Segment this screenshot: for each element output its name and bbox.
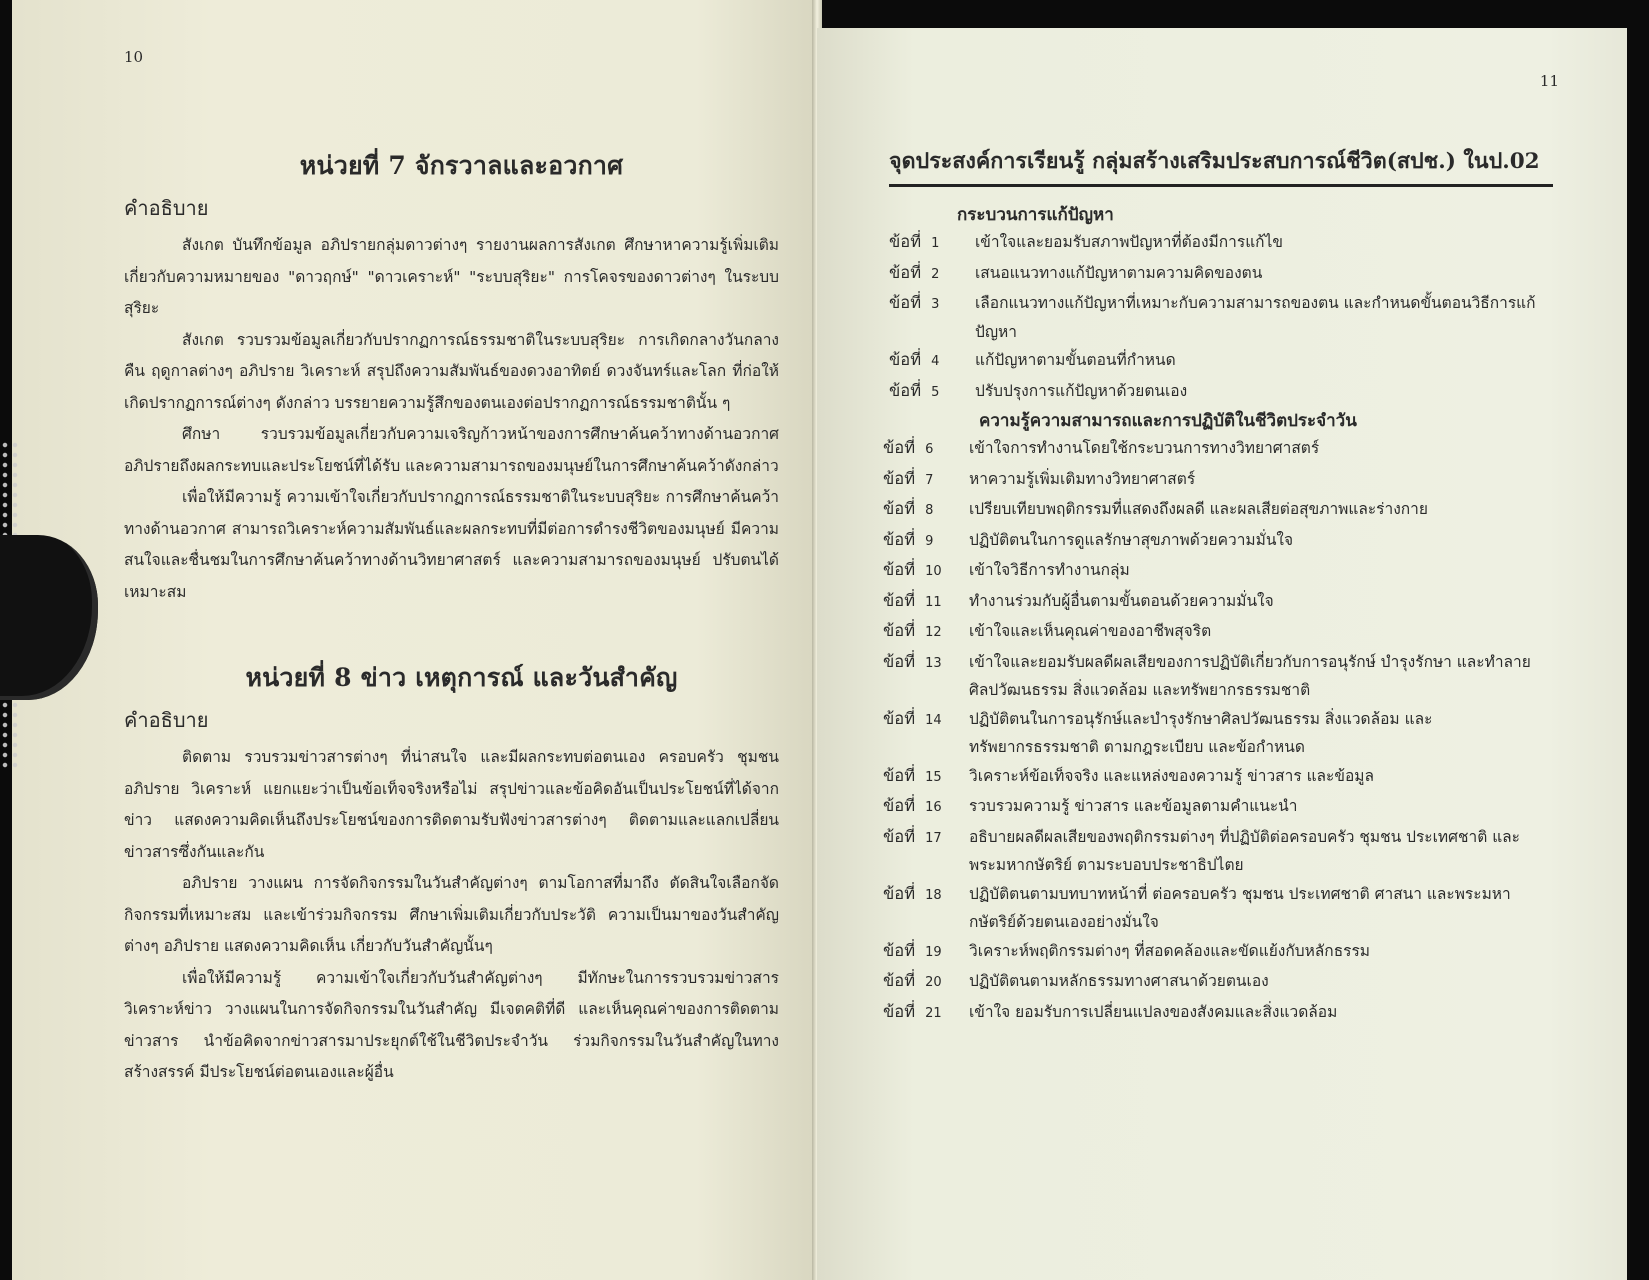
- objective-item: [883, 556, 1627, 587]
- objective-text: วิเคราะห์พฤติกรรมต่างๆ ที่สอดคล้องและขัดแย้งกับหลักธรรม: [969, 941, 1371, 960]
- group-heading-daily-life: ความรู้ความสามารถและการปฏิบัติในชีวิตประจำวัน: [979, 411, 1357, 431]
- objective-text: ปฏิบัติตนตามบทบาทหน้าที่ ต่อครอบครัว ชุมชน ประเทศชาติ ศาสนา และพระมหากษัตริย์ด้วยตนเองอย่างมั่นใจ: [969, 884, 1511, 931]
- unit8-description-label: คำอธิบาย: [124, 708, 209, 732]
- objective-text: เข้าใจและยอมรับสภาพปัญหาที่ต้องมีการแก้ไข: [975, 233, 1283, 251]
- objective-label: ข้อที่: [883, 883, 916, 903]
- objective-item: [889, 228, 1627, 259]
- objective-number: [883, 880, 969, 937]
- objective-num: 17: [925, 830, 942, 846]
- objective-item: [883, 823, 1627, 880]
- objective-number: [889, 259, 975, 290]
- objective-text: เข้าใจและเห็นคุณค่าของอาชีพสุจริต: [969, 622, 1212, 640]
- objective-num: 16: [925, 800, 942, 815]
- objective-number: [883, 648, 969, 705]
- unit8-title: หน่วยที่ 8 ข่าว เหตุการณ์ และวันสำคัญ: [245, 663, 678, 692]
- unit7-paragraph: ศึกษา รวบรวมข้อมูลเกี่ยวกับความเจริญก้าวหน้าของการศึกษาค้นคว้าทางด้านอวกาศ อภิปรายถึงผลกระทบและประโยชน์ที่ได้รับ และความสามารถของมนุษย์ในการศึกษาค้นคว้าดังกล่าว: [124, 425, 779, 475]
- objective-num: 7: [925, 472, 934, 488]
- objectives-list: [889, 228, 1627, 407]
- objective-item: [883, 705, 1627, 762]
- objectives-title: จุดประสงค์การเรียนรู้ กลุ่มสร้างเสริมประสบการณ์ชีวิต(สปช.) ในป.02: [889, 144, 1553, 187]
- objective-label: ข้อที่: [889, 380, 922, 400]
- objective-number: [883, 823, 969, 880]
- objective-num: 4: [931, 354, 940, 369]
- objective-label: ข้อที่: [883, 560, 916, 579]
- objective-number: [889, 377, 975, 408]
- objective-text: เลือกแนวทางแก้ปัญหาที่เหมาะกับความสามารถของตน และกำหนดขั้นตอนวิธีการแก้ปัญหา: [975, 294, 1536, 341]
- objective-num: 15: [925, 769, 942, 785]
- left-page: [12, 0, 817, 1280]
- objective-item: [883, 587, 1627, 618]
- objective-number: [883, 434, 969, 465]
- objective-number: [883, 762, 969, 793]
- objective-text: ปรับปรุงการแก้ปัญหาด้วยตนเอง: [975, 381, 1188, 400]
- objective-label: ข้อที่: [883, 1001, 916, 1021]
- objective-num: 12: [925, 625, 942, 640]
- objective-text: หาความรู้เพิ่มเติมทางวิทยาศาสตร์: [969, 469, 1196, 488]
- objective-label: ข้อที่: [883, 590, 916, 610]
- objective-number: [883, 937, 969, 968]
- objective-text: แก้ปัญหาตามขั้นตอนที่กำหนด: [975, 351, 1176, 369]
- objective-label: ข้อที่: [889, 262, 922, 282]
- objective-text: ปฏิบัติตนตามหลักธรรมทางศาสนาด้วยตนเอง: [969, 972, 1269, 990]
- objective-text: เข้าใจการทำงานโดยใช้กระบวนการทางวิทยาศาสตร์: [969, 439, 1320, 457]
- objective-num: 14: [925, 712, 942, 728]
- objective-item: [883, 792, 1627, 823]
- unit7-description-label: คำอธิบาย: [124, 196, 209, 220]
- objective-item: [883, 967, 1627, 998]
- objective-label: ข้อที่: [883, 529, 916, 549]
- unit8-paragraph: เพื่อให้มีความรู้ ความเข้าใจเกี่ยวกับวันสำคัญต่างๆ มีทักษะในการรวบรวมข่าวสาร วิเคราะห์ข่าว วางแผนในการจัดกิจกรรมในวันสำคัญ มีเจตคติที่ดี และเห็นคุณค่าของการติดตาม ข่าวสาร นำข้อคิดจากข่าวสารมาประยุกต์ใช้ในชีวิตประจำวัน ร่วมกิจกรรมในวันสำคัญในทางสร้างสรรค์ มีประโยชน์ต่อตนเองและผู้อื่น: [124, 968, 779, 1081]
- objective-number: [889, 289, 975, 346]
- page-number-right: 11: [1539, 72, 1559, 90]
- objective-text: เสนอแนวทางแก้ปัญหาตามความคิดของตน: [975, 263, 1263, 282]
- objective-item: [883, 880, 1627, 937]
- unit7-paragraph: สังเกต บันทึกข้อมูล อภิปรายกลุ่มดาวต่างๆ รายงานผลการสังเกต ศึกษาหาความรู้เพิ่มเติมเกี่ยวกับความหมายของ "ดาวฤกษ์" "ดาวเคราะห์" "ระบบสุริยะ" การโคจรของดาวต่างๆ ในระบบสุริยะ: [124, 236, 779, 317]
- objective-label: ข้อที่: [883, 499, 916, 518]
- objective-item: [883, 937, 1627, 968]
- objective-num: 11: [925, 594, 942, 610]
- objective-item: [883, 648, 1627, 705]
- objective-number: [883, 705, 969, 762]
- objective-item: [883, 434, 1627, 465]
- objective-num: 21: [925, 1005, 942, 1021]
- objective-num: 18: [925, 887, 942, 903]
- objective-label: ข้อที่: [883, 826, 916, 846]
- objective-label: ข้อที่: [883, 971, 916, 990]
- objective-num: 8: [925, 503, 934, 518]
- objective-item: [889, 377, 1627, 408]
- objective-text: ปฏิบัติตนในการดูแลรักษาสุขภาพด้วยความมั่นใจ: [969, 530, 1294, 549]
- objective-label: ข้อที่: [889, 232, 922, 251]
- objective-number: [883, 495, 969, 526]
- objective-number: [883, 587, 969, 618]
- right-page: [817, 28, 1627, 1280]
- objective-number: [889, 228, 975, 259]
- objective-text: อธิบายผลดีผลเสียของพฤติกรรมต่างๆ ที่ปฏิบัติต่อครอบครัว ชุมชน ประเทศชาติ และพระมหากษัตริย์ ตามระบอบประชาธิปไตย: [969, 827, 1521, 874]
- unit7-paragraph: เพื่อให้มีความรู้ ความเข้าใจเกี่ยวกับปรากฏการณ์ธรรมชาติในระบบสุริยะ การศึกษาค้นคว้าทางด้านอวกาศ สามารถวิเคราะห์ความสัมพันธ์และผลกระทบที่มีต่อการดำรงชีวิตของมนุษย์ มีความสนใจและชื่นชมในการศึกษาค้นคว้าทางด้านวิทยาศาสตร์ และความสามารถของมนุษย์ ปรับตนได้เหมาะสม: [124, 488, 779, 601]
- unit8-paragraph: อภิปราย วางแผน การจัดกิจกรรมในวันสำคัญต่างๆ ตามโอกาสที่มาถึง ตัดสินใจเลือกจัดกิจกรรมที่เหมาะสม และเข้าร่วมกิจกรรม ศึกษาเพิ่มเติมเกี่ยวกับประวัติ ความเป็นมาของวันสำคัญต่างๆ อภิปราย แสดงความคิดเห็น เกี่ยวกับวันสำคัญนั้นๆ: [124, 874, 779, 955]
- page-number-left: 10: [124, 48, 144, 66]
- objective-text: วิเคราะห์ข้อเท็จจริง และแหล่งของความรู้ ข่าวสาร และข้อมูล: [969, 766, 1375, 785]
- group-heading-problem-solving: กระบวนการแก้ปัญหา: [957, 205, 1114, 225]
- objective-num: 20: [925, 975, 942, 990]
- objective-number: [889, 346, 975, 377]
- objective-text: เข้าใจและยอมรับผลดีผลเสียของการปฏิบัติเกี่ยวกับการอนุรักษ์ บำรุงรักษา และทำลายศิลปวัฒนธรรม สิ่งแวดล้อม และทรัพยากรธรรมชาติ: [969, 652, 1531, 699]
- objective-text: รวบรวมความรู้ ข่าวสาร และข้อมูลตามคำแนะนำ: [969, 797, 1298, 815]
- objective-number: [883, 526, 969, 557]
- objective-label: ข้อที่: [889, 293, 922, 312]
- unit7-title: หน่วยที่ 7 จักรวาลและอวกาศ: [299, 151, 624, 180]
- objective-label: ข้อที่: [883, 765, 916, 785]
- objective-item: [883, 998, 1627, 1029]
- objective-item: [883, 762, 1627, 793]
- objective-num: 10: [925, 564, 942, 579]
- objective-text: ทำงานร่วมกับผู้อื่นตามขั้นตอนด้วยความมั่นใจ: [969, 591, 1274, 610]
- objective-label: ข้อที่: [883, 621, 916, 640]
- objective-text: ปฏิบัติตนในการอนุรักษ์และบำรุงรักษาศิลปวัฒนธรรม สิ่งแวดล้อม และทรัพยากรธรรมชาติ ตามกฎระเบียบ และข้อกำหนด: [969, 709, 1433, 756]
- objective-item: [883, 495, 1627, 526]
- objective-num: 13: [925, 655, 942, 671]
- objective-num: 19: [925, 944, 942, 960]
- unit8-paragraph: ติดตาม รวบรวมข่าวสารต่างๆ ที่น่าสนใจ และมีผลกระทบต่อตนเอง ครอบครัว ชุมชน อภิปราย วิเคราะห์ แยกแยะว่าเป็นข้อเท็จจริงหรือไม่ สรุปข่าวและข้อคิดอันเป็นประโยชน์ที่ได้จากข่าว แสดงความคิดเห็นถึงประโยชน์ของการติดตามรับฟังข่าวสารต่างๆ ติดตามและแลกเปลี่ยนข่าวสารซึ่งกันและกัน: [124, 748, 779, 861]
- objective-num: 5: [931, 384, 940, 400]
- objective-label: ข้อที่: [889, 350, 922, 369]
- objective-number: [883, 792, 969, 823]
- objective-label: ข้อที่: [883, 651, 916, 671]
- objective-item: [889, 346, 1627, 377]
- objective-num: 3: [931, 297, 940, 312]
- objective-label: ข้อที่: [883, 940, 916, 960]
- objective-label: ข้อที่: [883, 708, 916, 728]
- objective-text: เปรียบเทียบพฤติกรรมที่แสดงถึงผลดี และผลเสียต่อสุขภาพและร่างกาย: [969, 500, 1428, 518]
- objective-text: เข้าใจวิธีการทำงานกลุ่ม: [969, 561, 1130, 579]
- objective-num: 2: [931, 266, 940, 282]
- objective-item: [889, 289, 1627, 346]
- objective-item: [883, 526, 1627, 557]
- objective-item: [889, 259, 1627, 290]
- objective-number: [883, 998, 969, 1029]
- objective-label: ข้อที่: [883, 468, 916, 488]
- objectives-list: [883, 434, 1627, 1028]
- objective-num: 1: [931, 236, 940, 251]
- objective-text: เข้าใจ ยอมรับการเปลี่ยนแปลงของสังคมและสิ่งแวดล้อม: [969, 1002, 1338, 1021]
- objective-number: [883, 465, 969, 496]
- objective-num: 6: [925, 442, 934, 457]
- objective-item: [883, 465, 1627, 496]
- objective-label: ข้อที่: [883, 796, 916, 815]
- objective-label: ข้อที่: [883, 438, 916, 457]
- objective-item: [883, 617, 1627, 648]
- objective-number: [883, 556, 969, 587]
- unit7-paragraph: สังเกต รวบรวมข้อมูลเกี่ยวกับปรากฏการณ์ธรรมชาติในระบบสุริยะ การเกิดกลางวันกลางคืน ฤดูกาลต่างๆ อภิปราย วิเคราะห์ สรุปถึงความสัมพันธ์ของดวงอาทิตย์ ดวงจันทร์และโลก ที่ก่อให้เกิดปรากฏการณ์ต่างๆ ดังกล่าว บรรยายความรู้สึกของตนเองต่อปรากฏการณ์ธรรมชาตินั้น ๆ: [124, 330, 779, 412]
- objective-number: [883, 967, 969, 998]
- objective-num: 9: [925, 533, 934, 549]
- objective-number: [883, 617, 969, 648]
